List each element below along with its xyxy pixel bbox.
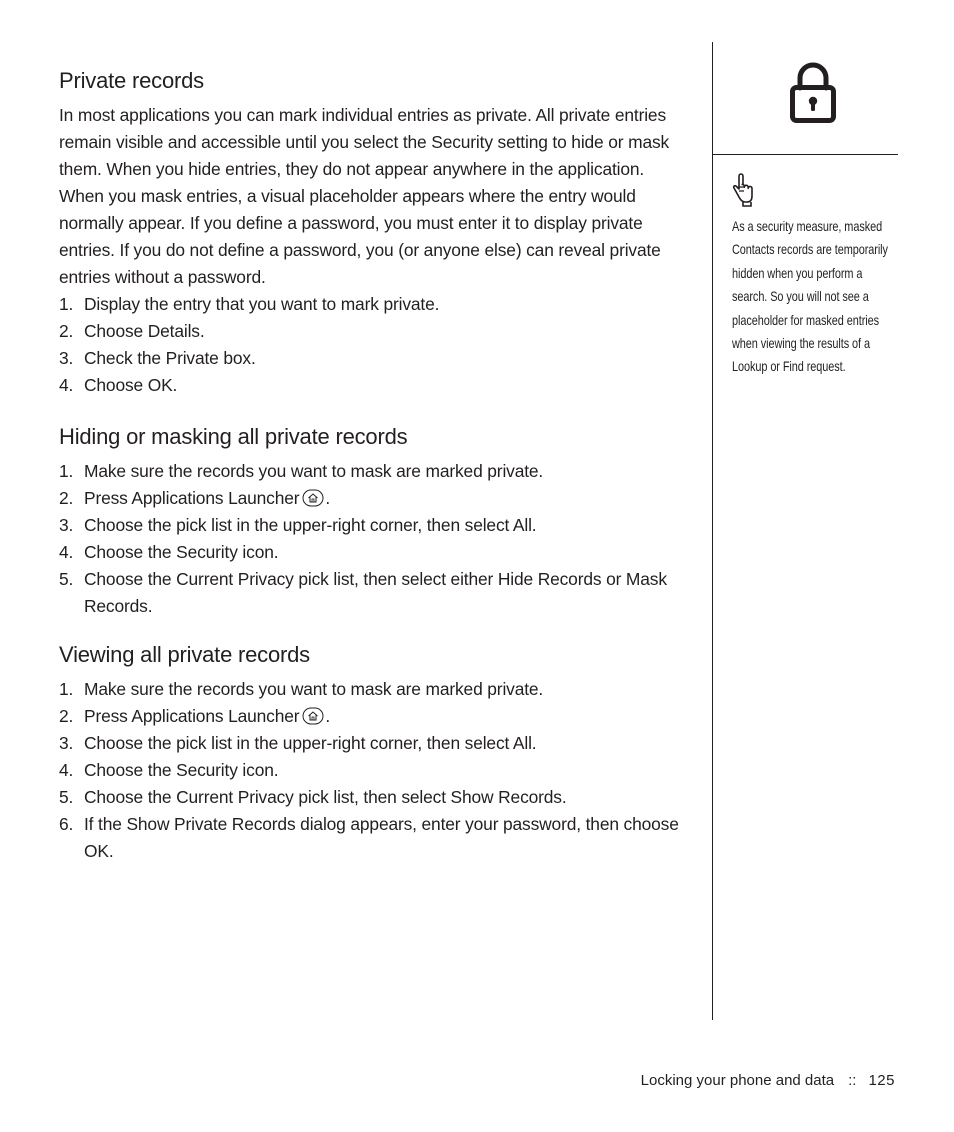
steps-list xyxy=(59,291,689,399)
step-number: 4. xyxy=(59,542,74,562)
section-viewing xyxy=(59,640,689,865)
list-item xyxy=(59,784,689,811)
sidebar-tip-text: As a security measure, masked Contacts records are temporarily hidden when you perform a search. So you will not see a placeholder for masked entries when viewing the results of a Lookup or Find request. xyxy=(732,218,888,375)
pointing-hand-icon xyxy=(730,172,756,208)
list-item xyxy=(59,676,689,703)
list-item xyxy=(59,318,689,345)
page-footer xyxy=(641,1071,895,1091)
step-text: Press Applications Launcher xyxy=(84,488,300,508)
list-item xyxy=(59,372,689,399)
step-text: Choose the Current Privacy pick list, then select Show Records. xyxy=(84,787,567,807)
step-number: 1. xyxy=(59,679,74,699)
step-text: Choose the Security icon. xyxy=(84,542,279,562)
applications-launcher-icon xyxy=(302,707,324,725)
footer-chapter-title: Locking your phone and data xyxy=(640,1072,835,1089)
step-text: Choose the Security icon. xyxy=(84,760,279,780)
step-number: 3. xyxy=(59,733,74,753)
step-number: 2. xyxy=(59,321,74,341)
section-heading: Hiding or masking all private records xyxy=(59,424,408,449)
step-text-suffix: . xyxy=(325,706,331,726)
step-text: Check the Private box. xyxy=(84,348,256,368)
step-number: 5. xyxy=(59,569,74,589)
sidebar-divider-vertical xyxy=(712,42,713,1020)
steps-list xyxy=(59,458,689,620)
step-number: 5. xyxy=(59,787,74,807)
steps-list xyxy=(59,676,689,865)
section-heading: Private records xyxy=(59,68,204,93)
step-text: Choose the Current Privacy pick list, then select either Hide Records or Mask Records. xyxy=(84,569,667,616)
list-item xyxy=(59,730,689,757)
step-number: 6. xyxy=(59,814,74,834)
page-number: 125 xyxy=(868,1072,895,1089)
list-item xyxy=(59,291,689,318)
intro-paragraph: In most applications you can mark individual entries as private. All private entries remain visible and accessible until you select the Security setting to hide or mask them. When you hide entries, they do not appear anywhere in the application. When you mask entries, a visual placeholder appears where the entry would normally appear. If you define a password, you must enter it to display private entries. If you do not define a password, you (or anyone else) can reveal private entries without a password. xyxy=(59,105,670,287)
footer-separator: :: xyxy=(848,1072,857,1089)
list-item xyxy=(59,458,689,485)
applications-launcher-icon xyxy=(302,489,324,507)
step-number: 4. xyxy=(59,375,74,395)
step-number: 1. xyxy=(59,294,74,314)
list-item xyxy=(59,811,689,865)
step-text: Display the entry that you want to mark private. xyxy=(84,294,440,314)
section-private-records xyxy=(59,66,689,399)
list-item xyxy=(59,566,689,620)
step-text: Choose the pick list in the upper-right corner, then select All. xyxy=(84,515,537,535)
list-item xyxy=(59,345,689,372)
step-text-suffix: . xyxy=(325,488,331,508)
step-number: 1. xyxy=(59,461,74,481)
lock-icon xyxy=(788,60,838,124)
step-text: Choose the pick list in the upper-right corner, then select All. xyxy=(84,733,537,753)
section-heading: Viewing all private records xyxy=(59,642,310,667)
list-item xyxy=(59,757,689,784)
list-item xyxy=(59,539,689,566)
step-number: 3. xyxy=(59,515,74,535)
step-text: Choose OK. xyxy=(84,375,178,395)
step-text: Make sure the records you want to mask are marked private. xyxy=(84,461,544,481)
list-item xyxy=(59,512,689,539)
step-text: Press Applications Launcher xyxy=(84,706,300,726)
sidebar-divider-horizontal xyxy=(712,154,898,155)
list-item xyxy=(59,485,689,512)
step-text: Choose Details. xyxy=(84,321,205,341)
section-hiding-masking xyxy=(59,422,689,620)
step-number: 2. xyxy=(59,706,74,726)
step-number: 3. xyxy=(59,348,74,368)
main-content xyxy=(59,66,689,885)
step-text: Make sure the records you want to mask are marked private. xyxy=(84,679,544,699)
step-number: 4. xyxy=(59,760,74,780)
list-item xyxy=(59,703,689,730)
step-text: If the Show Private Records dialog appears, enter your password, then choose OK. xyxy=(84,814,679,861)
step-number: 2. xyxy=(59,488,74,508)
